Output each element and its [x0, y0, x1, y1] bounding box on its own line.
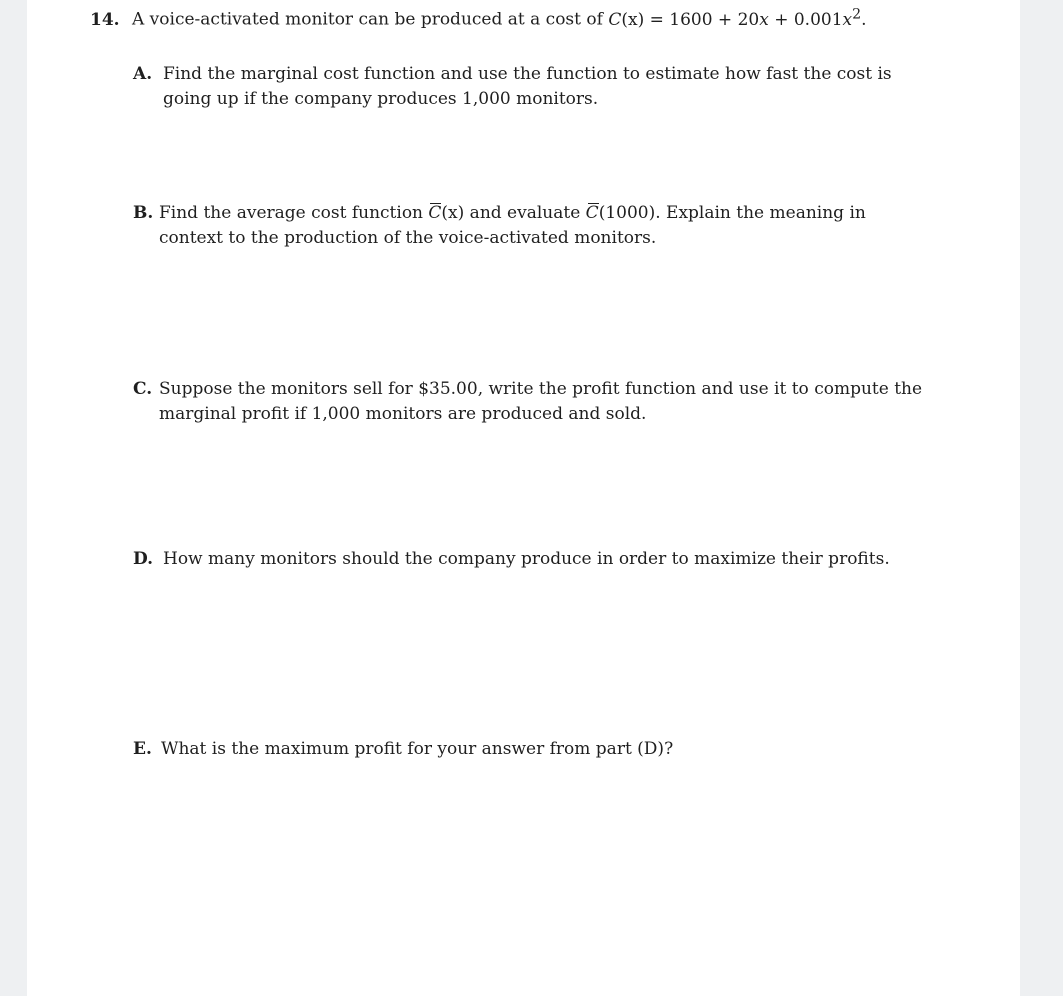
part-c: [133, 377, 922, 427]
question-header: [90, 3, 867, 31]
question-intro: A voice-activated monitor can be produced at a cost of: [132, 9, 603, 30]
part-text-line2: going up if the company produces 1,000 monitors.: [163, 89, 599, 109]
average-cost-symbol: C: [428, 201, 441, 226]
part-text-line1: Find the marginal cost function and use the function to estimate how fast the cost is: [163, 64, 892, 84]
part-d: [133, 547, 890, 572]
part-text-line1: Suppose the monitors sell for $35.00, write the profit function and use it to compute the: [159, 379, 923, 399]
part-letter: E.: [133, 739, 152, 759]
part-letter: B.: [133, 203, 154, 223]
part-letter: D.: [133, 549, 154, 569]
cost-function: $C(x) = 1600 + 20x + 0.001x^2$.: [608, 6, 867, 30]
document-page: [27, 0, 1020, 996]
part-text-line1: How many monitors should the company produce in order to maximize their profits.: [163, 549, 890, 569]
part-b: B. Find the average cost function C(x) and evaluate C(1000). Explain the meaning in context to the production of the voice-activated monitors.: [133, 201, 866, 251]
part-text-line2: marginal profit if 1,000 monitors are produced and sold.: [159, 404, 647, 424]
average-cost-symbol: C: [586, 201, 599, 226]
part-text-line1: What is the maximum profit for your answer from part (D)?: [161, 739, 674, 759]
part-letter: A.: [133, 64, 153, 84]
part-e: [133, 737, 673, 762]
part-letter: C.: [133, 379, 153, 399]
question-number: 14.: [90, 9, 120, 30]
part-text-line2: context to the production of the voice-activated monitors.: [159, 228, 657, 248]
part-a: [133, 62, 892, 112]
